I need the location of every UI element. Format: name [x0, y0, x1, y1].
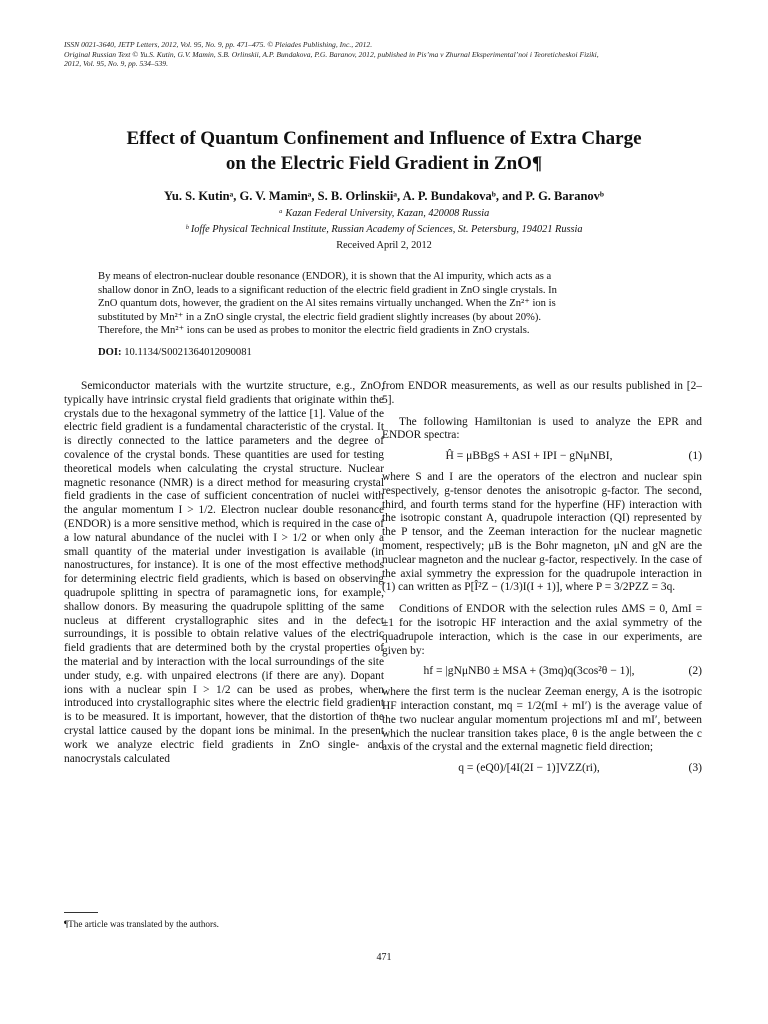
body-paragraph: Semiconductor materials with the wurtzite structure, e.g., ZnO, typically have intrinsic crystal field gradients that originate within the crystals due to the hexagonal symmetry of the lattice [1]. Value of the electric field gradient is a fundamental characteristic of the crystal. It is directly connected to the lattice parameters and the degree of covalence of the crystal bonds. These quantities are used for testing theoretical models when calculating the crystal structure. Nuclear magnetic resonance (NMR) is a direct method for measuring crystal field gradients in the case of sufficient concentration of nuclei with the angular momentum I > 1/2. Electron nuclear double resonance (ENDOR) is a more sensitive method, which is required in the case of a low natural abundance of the nuclei with I > 1/2 or when only a small quantity of the material under investigation is available (in nanostructures, for instance). It is one of the most effective methods for determining electric field gradients, which is based on observing quadrupole splitting in spectra of paramagnetic ions, for example, shallow donors. By measuring the quadrupole splitting of the same nucleus at different crystallographic sites and in the defect surroundings, it is possible to obtain relative values of the electric field gradients that are determined both by the crystal properties of the material and by interaction with the local surroundings of the site under study, e.g. with unpaired electrons (if there are any). Dopant ions with a nuclear spin I > 1/2 can be used as probes, when introduced into crystallographic sites where the electric field gradient is to be measured. It is important, however, that the distortion of the crystal lattice caused by the dopant ions be minimal. In the present work we analyze electric field gradients in ZnO single- and nanocrystals calculated [64, 380, 384, 765]
abstract [98, 270, 670, 338]
body-paragraph: where S and I are the operators of the electron and nuclear spin respectively, g-tensor denotes the anisotropic g-factor. The second, third, and fourth terms stand for the hyperfine (HF) interaction with the isotropic constant A, quadrupole interaction (QI) represented by the P tensor, and the Zeeman interaction for the nuclear magnetic moment, respectively; μB is the Bohr magneton, μN and gN are the nuclear magneton and the nuclear g-factor, respectively. In the case of the axial symmetry the expression for the quadrupole interaction in (1) can written as P[Î²Z − (1/3)I(I + 1)], where P = 3/2PZZ = 3q. [382, 470, 702, 594]
journal-header [64, 40, 704, 69]
equation-2 [382, 664, 702, 678]
doi [98, 346, 252, 359]
equation-3 [382, 761, 702, 775]
equation-expression: hf = |gNμNB0 ± MSA + (3mq)q(3cos²θ − 1)|, [423, 664, 635, 678]
equation-expression: Ĥ = μBBgS + ASI + IPI − gNμNBI, [445, 449, 613, 463]
header-line: 2012, Vol. 95, No. 9, pp. 534–539. [64, 59, 168, 69]
body-paragraph: The following Hamiltonian is used to analyze the EPR and ENDOR spectra: [382, 415, 702, 442]
header-line: Original Russian Text © Yu.S. Kutin, G.V. Mamin, S.B. Orlinskii, A.P. Bundakova, P.G. Baranov, 2012, published in Pis’ma v Zhurnal Eksperimental’noi i Teoreticheskoi Fiziki, [64, 49, 599, 59]
author-list: Yu. S. Kutinᵃ, G. V. Maminᵃ, S. B. Orlinskiiᵃ, A. P. Bundakovaᵇ, and P. G. Baranovᵇ [164, 189, 604, 203]
abstract-line: shallow donor in ZnO, leads to a significant reduction of the electric field gradient in ZnO single crystals. In [98, 284, 557, 296]
doi-label: DOI: [98, 347, 122, 358]
equation-expression: q = (eQ0)/[4I(2I − 1)]VZZ(ri), [458, 761, 600, 775]
abstract-line: By means of electron-nuclear double resonance (ENDOR), it is shown that the Al impurity, which acts as a [98, 271, 552, 282]
body-paragraph: from ENDOR measurements, as well as our results published in [2–5]. [382, 380, 702, 406]
paper-title [60, 126, 708, 176]
abstract-line: Therefore, the Mn²⁺ ions can be used as probes to monitor the electric field gradients in ZnO crystals. [98, 325, 530, 337]
equation-number: (2) [688, 664, 702, 678]
equation-number: (3) [688, 761, 702, 775]
right-column [382, 380, 702, 783]
left-column [64, 380, 384, 910]
equation-number: (1) [688, 449, 702, 463]
title-line: on the Electric Field Gradient in ZnO¶ [225, 153, 543, 174]
title-line: Effect of Quantum Confinement and Influence of Extra Charge [126, 128, 642, 149]
received-date: Received April 2, 2012 [336, 240, 432, 251]
affiliation-b: ᵇ Ioffe Physical Technical Institute, Russian Academy of Sciences, St. Petersburg, 194021 Russia [185, 224, 583, 235]
header-line: ISSN 0021-3640, JETP Letters, 2012, Vol. 95, No. 9, pp. 471–475. © Pleiades Publishing, Inc., 2012. [64, 40, 373, 49]
abstract-line: ZnO quantum dots, however, the gradient on the Al sites remains virtually unchanged. When the Zn²⁺ ion is [98, 298, 556, 310]
page-number: 471 [376, 952, 392, 963]
footnote-divider [64, 912, 98, 913]
abstract-line: substituted by Mn²⁺ in a ZnO single crystal, the electric field gradient slightly increases (by about 20%). [98, 311, 542, 323]
doi-value: 10.1134/S0021364012090081 [124, 347, 252, 358]
footnote: ¶The article was translated by the authors. [64, 919, 219, 929]
affiliation-a: ᵃ Kazan Federal University, Kazan, 420008 Russia [278, 208, 490, 219]
body-paragraph: where the first term is the nuclear Zeeman energy, A is the isotropic HF interaction constant, mq = 1/2(mI + mI′) is the average value of the two nuclear angular momentum projections mI and mI′, between which the nuclear transition takes place, θ is the angle between the c axis of the crystal and the external magnetic field direction; [382, 686, 702, 754]
body-paragraph: Conditions of ENDOR with the selection rules ΔMS = 0, ΔmI = ±1 for the isotropic HF interaction and the axial symmetry of the quadrupole interaction, which is the case in our experiments, are given by: [382, 603, 702, 657]
equation-1 [382, 449, 702, 463]
